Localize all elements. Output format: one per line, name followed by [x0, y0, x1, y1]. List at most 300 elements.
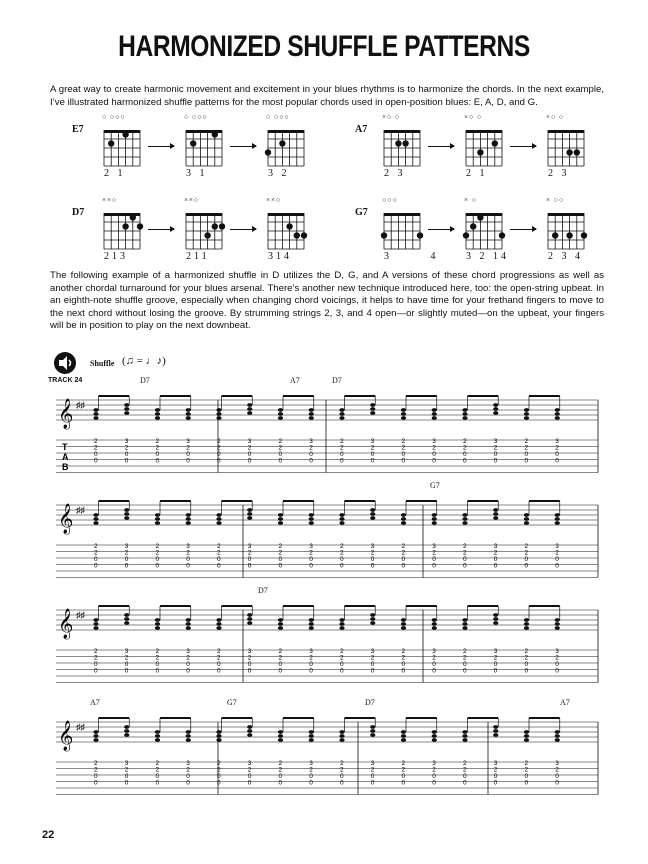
- tab-number: 0: [370, 773, 375, 780]
- notehead: [524, 730, 529, 734]
- tab-number: 2: [124, 654, 129, 662]
- chord-diagram: [462, 122, 508, 174]
- fingering: 2 1: [466, 168, 488, 179]
- notehead: [247, 617, 252, 621]
- chord-symbol: D7: [258, 586, 268, 595]
- tab-number: 3: [309, 543, 313, 550]
- tab-number: 2: [94, 648, 98, 655]
- tab-number: 0: [370, 661, 375, 668]
- notehead: [493, 729, 498, 733]
- tab-number: 0: [524, 779, 529, 787]
- notehead: [93, 517, 98, 521]
- tab-number: 0: [555, 562, 559, 570]
- tab-number: 2: [278, 654, 283, 662]
- tab-number: 0: [555, 773, 559, 780]
- tab-number: 2: [217, 543, 221, 550]
- notehead: [93, 408, 98, 412]
- tab-number: 2: [340, 760, 344, 767]
- tab-number: 0: [401, 556, 406, 563]
- tab-number: 0: [217, 661, 221, 668]
- notehead: [401, 622, 406, 626]
- notehead: [309, 738, 314, 742]
- finger-dot: [301, 232, 307, 238]
- tab-number: 2: [463, 549, 467, 557]
- finger-dot: [294, 232, 300, 238]
- tab-number: 2: [94, 444, 98, 452]
- finger-dot: [190, 140, 196, 146]
- notehead: [186, 521, 191, 525]
- notehead: [309, 513, 314, 517]
- tab-number: 0: [278, 457, 283, 465]
- tab-number: 0: [432, 457, 436, 465]
- tab-number: 0: [309, 556, 313, 563]
- tab-number: 2: [340, 648, 344, 655]
- notation-system: [48, 388, 600, 488]
- notehead: [432, 521, 437, 525]
- tab-number: 2: [217, 648, 221, 655]
- tab-number: 2: [401, 444, 406, 452]
- tab-number: 3: [186, 543, 190, 550]
- tab-number: 2: [524, 444, 529, 452]
- notehead: [247, 403, 252, 407]
- chord-symbol: A7: [90, 698, 100, 707]
- notehead: [155, 521, 160, 525]
- tab-number: 2: [370, 549, 375, 557]
- tab-number: 0: [309, 457, 313, 465]
- tab-number: 2: [463, 766, 467, 774]
- finger-dot: [566, 149, 572, 155]
- notehead: [524, 521, 529, 525]
- chord-diagram: [462, 205, 508, 257]
- tab-number: 3: [493, 760, 498, 767]
- open-muted-strings: ○ ○○○: [102, 113, 126, 121]
- notehead: [247, 613, 252, 617]
- tab-number: 2: [555, 444, 559, 452]
- tab-letter: T: [62, 442, 68, 452]
- fingering: 2 3: [548, 168, 570, 179]
- tab-number: 2: [278, 760, 283, 767]
- tab-number: 0: [94, 667, 98, 675]
- notehead: [555, 730, 560, 734]
- tab-number: 2: [340, 543, 344, 550]
- notehead: [124, 508, 129, 512]
- tab-number: 0: [463, 457, 467, 465]
- notehead: [155, 730, 160, 734]
- notehead: [462, 618, 467, 622]
- chord-symbol: D7: [365, 698, 375, 707]
- notehead: [278, 626, 283, 630]
- notehead: [432, 622, 437, 626]
- tab-number: 2: [401, 549, 406, 557]
- tab-number: 0: [401, 773, 406, 780]
- notehead: [278, 521, 283, 525]
- open-muted-strings: ○○○: [382, 196, 398, 204]
- fingering: 213: [104, 251, 128, 262]
- tab-number: 2: [401, 766, 406, 774]
- tab-number: 2: [524, 760, 529, 767]
- key-signature: ♯♯: [76, 722, 85, 732]
- notehead: [370, 516, 375, 520]
- tab-number: 0: [247, 556, 252, 563]
- notehead: [186, 412, 191, 416]
- tab-number: 3: [247, 438, 252, 445]
- notehead: [555, 738, 560, 742]
- notehead: [493, 613, 498, 617]
- tab-number: 2: [463, 543, 467, 550]
- notehead: [247, 411, 252, 415]
- notehead: [216, 734, 221, 738]
- shuffle-label: Shuffle: [90, 359, 115, 368]
- tab-number: 0: [278, 773, 283, 780]
- tab-number: 2: [401, 543, 406, 550]
- tab-number: 0: [155, 779, 160, 787]
- notehead: [401, 513, 406, 517]
- notehead: [93, 730, 98, 734]
- tab-number: 2: [524, 549, 529, 557]
- tab-number: 0: [401, 457, 406, 465]
- tab-number: 0: [124, 667, 129, 675]
- tab-number: 0: [340, 667, 344, 675]
- tab-number: 3: [493, 543, 498, 550]
- tab-number: 0: [124, 779, 129, 787]
- open-muted-strings: ○ ○○○: [184, 113, 208, 121]
- notehead: [524, 622, 529, 626]
- tab-number: 0: [186, 556, 190, 563]
- finger-dot: [130, 214, 136, 220]
- tab-number: 3: [309, 648, 313, 655]
- open-muted-strings: × ○○: [546, 196, 565, 204]
- tab-number: 0: [247, 667, 252, 675]
- tab-number: 0: [524, 556, 529, 563]
- tab-number: 2: [217, 766, 221, 774]
- notehead: [247, 725, 252, 729]
- tab-number: 2: [217, 444, 221, 452]
- notehead: [401, 738, 406, 742]
- tab-number: 2: [340, 549, 344, 557]
- notehead: [93, 412, 98, 416]
- notehead: [247, 729, 252, 733]
- key-signature: ♯♯: [76, 400, 85, 410]
- tab-number: 0: [463, 661, 467, 668]
- tab-number: 2: [309, 654, 313, 662]
- tab-number: 2: [401, 438, 406, 445]
- chord-name-g7: G7: [355, 207, 368, 218]
- treble-clef-icon: 𝄞: [58, 399, 74, 429]
- tab-number: 0: [340, 451, 344, 458]
- notehead: [216, 521, 221, 525]
- open-muted-strings: ×○ ○: [546, 113, 565, 121]
- tab-number: 0: [186, 779, 190, 787]
- tab-number: 2: [340, 438, 344, 445]
- tab-number: 2: [463, 444, 467, 452]
- notehead: [401, 730, 406, 734]
- fingering: 3 2 14: [466, 251, 509, 262]
- chord-diagram: [264, 205, 310, 257]
- tab-number: 0: [247, 779, 252, 787]
- notehead: [278, 412, 283, 416]
- notehead: [309, 730, 314, 734]
- notehead: [124, 411, 129, 415]
- finger-dot: [279, 140, 285, 146]
- tab-number: 0: [401, 562, 406, 570]
- tab-number: 3: [247, 760, 252, 767]
- tab-number: 0: [124, 562, 129, 570]
- chord-name-d7: D7: [72, 207, 85, 218]
- tab-number: 0: [401, 667, 406, 675]
- notehead: [339, 734, 344, 738]
- tab-number: 0: [524, 773, 529, 780]
- tab-number: 0: [278, 451, 283, 458]
- finger-dot: [137, 223, 143, 229]
- tab-number: 0: [217, 457, 221, 465]
- finger-dot: [286, 223, 292, 229]
- notehead: [555, 622, 560, 626]
- fingering: 2 3 4: [548, 251, 583, 262]
- tab-number: 2: [524, 766, 529, 774]
- fingering: 3 4: [384, 251, 439, 262]
- notehead: [339, 730, 344, 734]
- tab-number: 2: [155, 766, 160, 774]
- tab-number: 0: [463, 451, 467, 458]
- tab-number: 0: [186, 667, 190, 675]
- fingering: 2 1: [104, 168, 126, 179]
- tab-number: 2: [94, 438, 98, 445]
- tab-number: 2: [124, 766, 129, 774]
- tab-number: 2: [463, 760, 467, 767]
- tab-number: 2: [186, 654, 190, 662]
- tab-number: 0: [555, 661, 559, 668]
- tab-number: 2: [401, 760, 406, 767]
- notehead: [524, 734, 529, 738]
- chord-symbol: D7: [332, 376, 342, 385]
- notehead: [339, 521, 344, 525]
- notehead: [155, 618, 160, 622]
- tab-number: 2: [155, 444, 160, 452]
- tab-number: 2: [340, 654, 344, 662]
- tab-number: 2: [463, 648, 467, 655]
- tab-number: 0: [124, 451, 129, 458]
- tab-number: 2: [401, 654, 406, 662]
- notehead: [493, 508, 498, 512]
- tab-number: 0: [524, 451, 529, 458]
- notehead: [124, 512, 129, 516]
- notehead: [432, 412, 437, 416]
- notehead: [432, 734, 437, 738]
- notehead: [309, 408, 314, 412]
- notehead: [432, 416, 437, 420]
- tab-number: 2: [94, 654, 98, 662]
- tab-number: 0: [493, 556, 498, 563]
- tab-number: 3: [555, 543, 559, 550]
- finger-dot: [492, 140, 498, 146]
- finger-dot: [402, 140, 408, 146]
- tab-number: 0: [493, 457, 498, 465]
- tab-number: 0: [432, 667, 436, 675]
- notehead: [555, 521, 560, 525]
- tab-number: 2: [340, 444, 344, 452]
- tab-number: 2: [278, 444, 283, 452]
- tab-number: 0: [432, 773, 436, 780]
- notehead: [401, 618, 406, 622]
- notehead: [309, 521, 314, 525]
- notehead: [186, 738, 191, 742]
- tab-number: 0: [217, 556, 221, 563]
- notehead: [93, 622, 98, 626]
- tab-number: 0: [463, 667, 467, 675]
- arrow-icon: [428, 146, 454, 147]
- tab-number: 2: [309, 444, 313, 452]
- finger-dot: [574, 149, 580, 155]
- notehead: [370, 407, 375, 411]
- tab-number: 2: [524, 438, 529, 445]
- finger-dot: [417, 232, 423, 238]
- notehead: [555, 412, 560, 416]
- shuffle-equation: (♫ = ♩♪): [122, 355, 166, 367]
- notehead: [93, 738, 98, 742]
- tab-number: 0: [155, 661, 160, 668]
- tab-number: 0: [155, 451, 160, 458]
- tab-number: 0: [217, 667, 221, 675]
- tab-number: 0: [309, 779, 313, 787]
- chord-name-e7: E7: [72, 124, 84, 135]
- notehead: [493, 512, 498, 516]
- notehead: [339, 622, 344, 626]
- notehead: [339, 412, 344, 416]
- tab-number: 0: [278, 667, 283, 675]
- chord-diagram: [100, 122, 146, 174]
- tab-number: 2: [217, 654, 221, 662]
- tab-number: 0: [370, 562, 375, 570]
- tab-number: 0: [555, 667, 559, 675]
- key-signature: ♯♯: [76, 505, 85, 515]
- notehead: [462, 626, 467, 630]
- tab-number: 0: [493, 562, 498, 570]
- tab-number: 3: [432, 760, 436, 767]
- notehead: [186, 513, 191, 517]
- tab-number: 0: [247, 451, 252, 458]
- notehead: [278, 416, 283, 420]
- notehead: [216, 622, 221, 626]
- notehead: [493, 733, 498, 737]
- tab-number: 0: [155, 773, 160, 780]
- tab-number: 0: [278, 779, 283, 787]
- notehead: [309, 622, 314, 626]
- notehead: [247, 733, 252, 737]
- treble-clef-icon: 𝄞: [58, 721, 74, 751]
- arrow-icon: [510, 146, 536, 147]
- tab-number: 3: [124, 648, 129, 655]
- notehead: [278, 513, 283, 517]
- chord-symbol: A7: [560, 698, 570, 707]
- tab-number: 0: [217, 451, 221, 458]
- finger-dot: [122, 223, 128, 229]
- tab-number: 0: [155, 667, 160, 675]
- notehead: [493, 411, 498, 415]
- notehead: [462, 408, 467, 412]
- tab-number: 2: [186, 444, 190, 452]
- notehead: [401, 626, 406, 630]
- tab-number: 0: [247, 773, 252, 780]
- tab-number: 0: [247, 457, 252, 465]
- tab-number: 3: [493, 438, 498, 445]
- notehead: [186, 730, 191, 734]
- tab-number: 0: [340, 773, 344, 780]
- notehead: [493, 407, 498, 411]
- finger-dot: [395, 140, 401, 146]
- notehead: [462, 738, 467, 742]
- tab-number: 3: [432, 438, 436, 445]
- tab-number: 0: [309, 661, 313, 668]
- notehead: [216, 730, 221, 734]
- tab-number: 0: [524, 661, 529, 668]
- notehead: [278, 618, 283, 622]
- speaker-icon: [54, 352, 76, 374]
- notehead: [247, 407, 252, 411]
- tab-number: 0: [124, 556, 129, 563]
- notehead: [247, 508, 252, 512]
- tab-number: 0: [370, 457, 375, 465]
- notation-system: [48, 493, 600, 593]
- notehead: [309, 626, 314, 630]
- arrow-icon: [148, 146, 174, 147]
- tab-number: 2: [247, 766, 252, 774]
- tab-number: 3: [124, 438, 129, 445]
- tab-number: 0: [432, 451, 436, 458]
- tab-number: 0: [247, 661, 252, 668]
- notehead: [555, 416, 560, 420]
- tab-number: 3: [247, 543, 252, 550]
- chord-diagram: [380, 205, 426, 257]
- notehead: [309, 416, 314, 420]
- tab-number: 0: [463, 773, 467, 780]
- notehead: [339, 408, 344, 412]
- tab-number: 0: [401, 779, 406, 787]
- notehead: [186, 416, 191, 420]
- tab-number: 2: [94, 543, 98, 550]
- tab-number: 2: [278, 549, 283, 557]
- tab-number: 0: [309, 773, 313, 780]
- notehead: [186, 618, 191, 622]
- chord-symbol: G7: [227, 698, 237, 707]
- tab-number: 2: [124, 549, 129, 557]
- notehead: [278, 517, 283, 521]
- notehead: [155, 412, 160, 416]
- notehead: [247, 512, 252, 516]
- notehead: [462, 517, 467, 521]
- finger-dot: [212, 223, 218, 229]
- tab-number: 0: [463, 779, 467, 787]
- tab-number: 0: [217, 773, 221, 780]
- finger-dot: [381, 232, 387, 238]
- finger-dot: [581, 232, 587, 238]
- notehead: [432, 408, 437, 412]
- tab-number: 3: [247, 648, 252, 655]
- notehead: [432, 626, 437, 630]
- tab-number: 0: [463, 556, 467, 563]
- notehead: [555, 408, 560, 412]
- tab-number: 2: [155, 549, 160, 557]
- tab-number: 3: [370, 543, 375, 550]
- tab-number: 0: [247, 562, 252, 570]
- tab-number: 2: [247, 444, 252, 452]
- finger-dot: [477, 214, 483, 220]
- notehead: [124, 729, 129, 733]
- notehead: [493, 403, 498, 407]
- tab-number: 0: [309, 451, 313, 458]
- page-number: 22: [42, 829, 55, 841]
- notehead: [216, 412, 221, 416]
- notehead: [401, 408, 406, 412]
